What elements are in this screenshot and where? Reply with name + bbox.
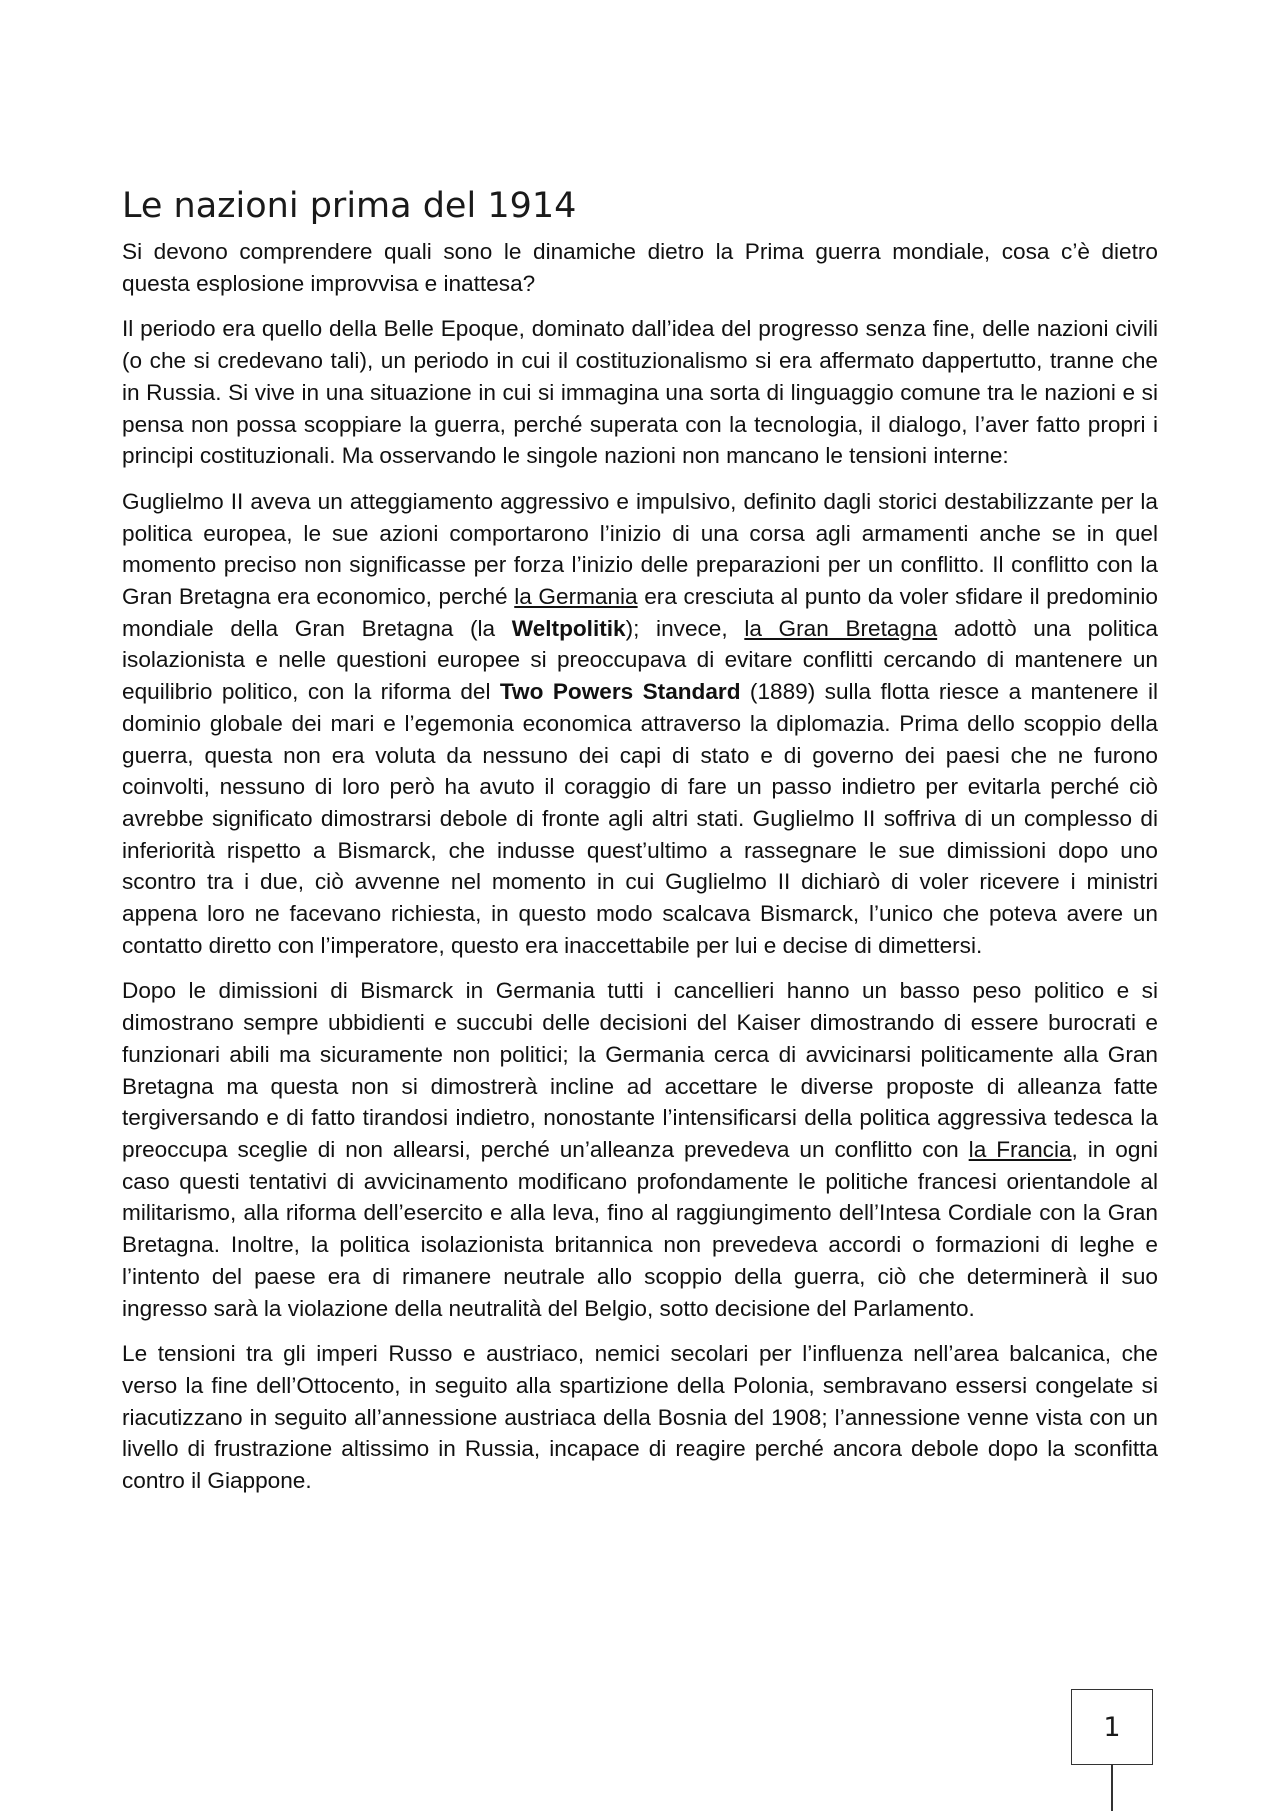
- text-segment: adottò una politica isolazionista e nelle questioni europee si preoccupava di evitare conflitti cercando di mantenere un equilibrio politico, con la riforma del: [122, 615, 1158, 705]
- text-segment: Dopo le dimissioni di Bismarck in Germania tutti i cancellieri hanno un basso peso politico e si dimostrano sempre ubbidienti e succubi delle decisioni del Kaiser dimostrando di essere burocrati e funzionari abili ma sicuramente non politici; la Germania cerca di avvicinarsi politicamente alla Gran Bretagna ma questa non si dimostrerà incline ad accettare le diverse proposte di alleanza fatte tergiversando e di fatto tirandosi indietro, nonostante l’intensificarsi della politica aggressiva tedesca la preoccupa sceglie di non allearsi, perché un’alleanza prevedeva un conflitto con: [122, 978, 1158, 1162]
- paragraph-guglielmo: [122, 486, 1158, 962]
- page-number-divider: [1111, 1765, 1113, 1811]
- underlined-gran-bretagna: la Gran Bretagna: [744, 615, 938, 641]
- text-segment: ); invece,: [625, 615, 745, 641]
- paragraph-russia-austria: Le tensioni tra gli imperi Russo e austriaco, nemici secolari per l’influenza nell’area balcanica, che verso la fine dell’Ottocento, in seguito alla spartizione della Polonia, sembravano essersi congelate si riacutizzano in seguito all’annessione austriaca della Bosnia del 1908; l’annessione venne vista con un livello di frustrazione altissimo in Russia, incapace di reagire perché ancora debole dopo la sconfitta contro il Giappone.: [122, 1341, 1158, 1494]
- paragraph-belle-epoque: Il periodo era quello della Belle Epoque, dominato dall’idea del progresso senza fine, delle nazioni civili (o che si credevano tali), un periodo in cui il costituzionalismo si era affermato dappertutto, tranne che in Russia. Si vive in una situazione in cui si immagina una sorta di linguaggio comune tra le nazioni e si pensa non possa scoppiare la guerra, perché superata con la tecnologia, il dialogo, l’aver fatto propri i principi costituzionali. Ma osservando le singole nazioni non mancano le tensioni interne:: [122, 316, 1158, 469]
- underlined-germania: la Germania: [514, 584, 638, 610]
- bold-two-powers-standard: Two Powers Standard: [499, 679, 741, 705]
- bold-weltpolitik: Weltpolitik: [511, 615, 626, 641]
- document-body: [122, 236, 1158, 1511]
- text-segment: era cresciuta al punto da voler sfidare il predominio mondiale della Gran Bretagna (la: [122, 584, 1158, 641]
- paragraph-intro: Si devono comprendere quali sono le dinamiche dietro la Prima guerra mondiale, cosa c’è dietro questa esplosione improvvisa e inattesa?: [122, 239, 1158, 296]
- text-segment: , in ogni caso questi tentativi di avvicinamento modificano profondamente le politiche francesi orientandole al militarismo, alla riforma dell’esercito e alla leva, fino al raggiungimento dell’Intesa Cordiale con la Gran Bretagna. Inoltre, la politica isolazionista britannica non prevedeva accordi o formazioni di leghe e l’intento del paese era di rimanere neutrale allo scoppio della guerra, ciò che determinerà il suo ingresso sarà la violazione della neutralità del Belgio, sotto decisione del Parlamento.: [122, 1136, 1159, 1321]
- page-number: 1: [1071, 1689, 1153, 1765]
- text-segment: Guglielmo II aveva un atteggiamento aggressivo e impulsivo, definito dagli storici destabilizzante per la politica europea, le sue azioni comportarono l’inizio di una corsa agli armamenti anche se in quel momento preciso non significasse per forza l’inizio delle preparazioni per un conflitto. Il conflitto con la Gran Bretagna era economico, perché: [122, 488, 1158, 610]
- page-title: Le nazioni prima del 1914: [122, 186, 577, 226]
- text-segment: (1889) sulla flotta riesce a mantenere il dominio globale dei mari e l’egemonia economica attraverso la diplomazia. Prima dello scoppio della guerra, questa non era voluta da nessuno dei capi di stato e di governo dei paesi che ne furono coinvolti, nessuno di loro però ha avuto il coraggio di fare un passo indietro per evitarla perché ciò avrebbe significato dimostrarsi debole di fronte agli altri stati. Guglielmo II soffriva di un complesso di inferiorità rispetto a Bismarck, che indusse quest’ultimo a rassegnare le sue dimissioni dopo uno scontro tra i due, ciò avvenne nel momento in cui Guglielmo II dichiarò di voler ricevere i ministri appena loro ne facevano richiesta, in questo modo scalcava Bismarck, l’unico che poteva avere un contatto diretto con l’imperatore, questo era inaccettabile per lui e decise di dimettersi.: [122, 679, 1159, 958]
- underlined-francia: la Francia: [968, 1136, 1072, 1162]
- paragraph-bismarck: [122, 975, 1158, 1324]
